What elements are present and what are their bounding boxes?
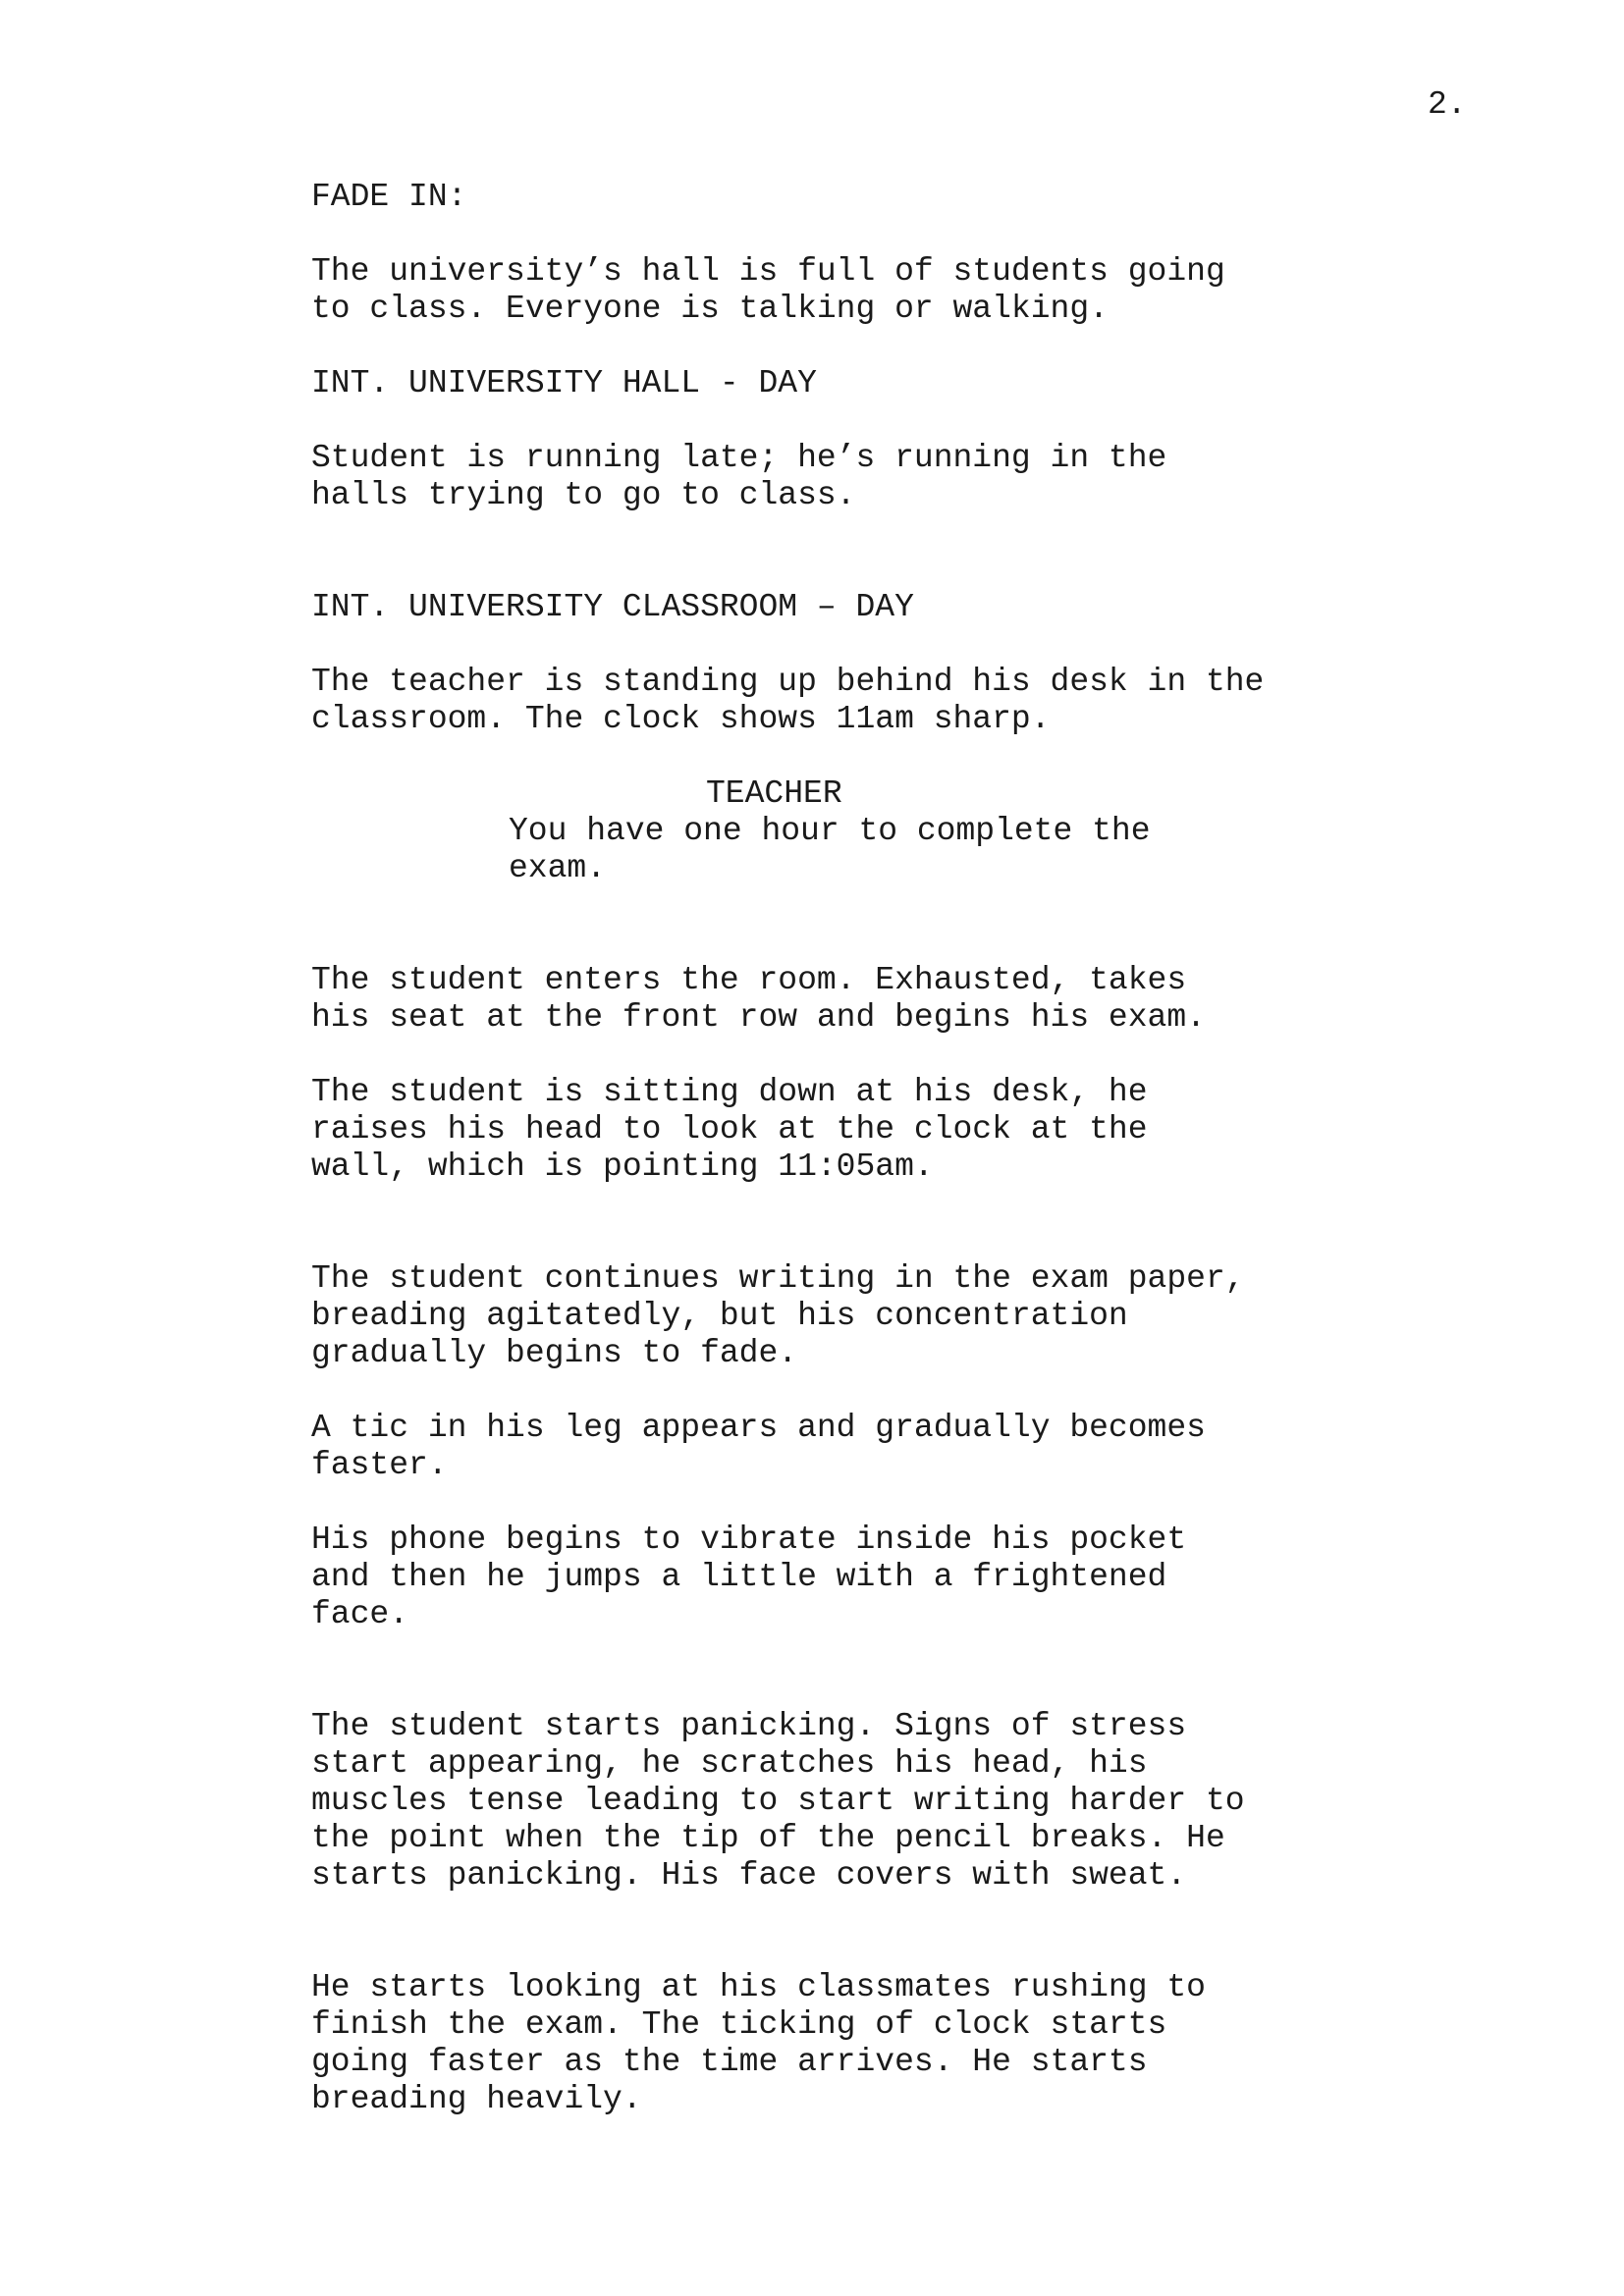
transition: FADE IN: (311, 179, 467, 215)
scene-heading: INT. UNIVERSITY CLASSROOM – DAY (311, 589, 914, 625)
action-line: The teacher is standing up behind his desk in the (311, 664, 1265, 700)
action-line: breading agitatedly, but his concentration (311, 1298, 1128, 1334)
action-line: wall, which is pointing 11:05am. (311, 1148, 934, 1185)
action-line: finish the exam. The ticking of clock starts (311, 2006, 1167, 2043)
action-line: raises his head to look at the clock at the (311, 1111, 1148, 1148)
dialogue-line: exam. (509, 850, 607, 886)
action-line: faster. (311, 1447, 448, 1483)
action-line: halls trying to go to class. (311, 477, 856, 513)
action-line: starts panicking. His face covers with sweat. (311, 1857, 1187, 1894)
action-line: The student enters the room. Exhausted, takes (311, 962, 1187, 998)
action-line: The student starts panicking. Signs of stress (311, 1708, 1187, 1744)
action-line: to class. Everyone is talking or walking. (311, 291, 1109, 327)
action-line: gradually begins to fade. (311, 1335, 798, 1371)
character-name: TEACHER (706, 775, 842, 812)
action-line: The student is sitting down at his desk, he (311, 1074, 1148, 1110)
action-line: classroom. The clock shows 11am sharp. (311, 701, 1051, 737)
dialogue-line: You have one hour to complete the (509, 813, 1151, 849)
action-line: He starts looking at his classmates rushing to (311, 1969, 1206, 2005)
page-number: 2. (1428, 86, 1467, 123)
action-line: The university’s hall is full of students going (311, 253, 1225, 290)
action-line: face. (311, 1596, 409, 1632)
action-line: breading heavily. (311, 2081, 642, 2117)
action-line: Student is running late; he’s running in the (311, 440, 1167, 476)
action-line: The student continues writing in the exam paper, (311, 1260, 1245, 1297)
action-line: A tic in his leg appears and gradually becomes (311, 1410, 1206, 1446)
action-line: the point when the tip of the pencil breaks. He (311, 1820, 1225, 1856)
action-line: His phone begins to vibrate inside his pocket (311, 1522, 1187, 1558)
scene-heading: INT. UNIVERSITY HALL - DAY (311, 365, 817, 401)
action-line: muscles tense leading to start writing harder to (311, 1783, 1245, 1819)
action-line: start appearing, he scratches his head, his (311, 1745, 1148, 1782)
action-line: going faster as the time arrives. He starts (311, 2044, 1148, 2080)
action-line: and then he jumps a little with a frightened (311, 1559, 1167, 1595)
action-line: his seat at the front row and begins his exam. (311, 999, 1206, 1036)
